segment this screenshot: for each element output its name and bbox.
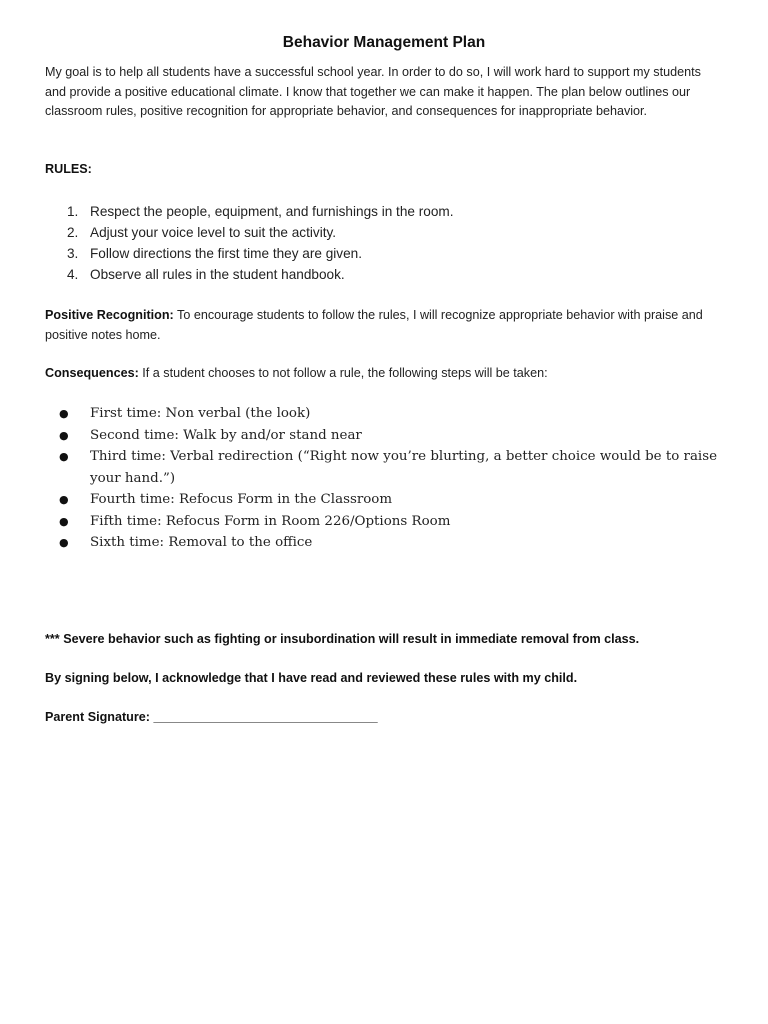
- consequence-item: [45, 511, 725, 533]
- bullet-icon: ●: [59, 450, 69, 463]
- consequences-label: Consequences:: [45, 366, 139, 380]
- rule-item: [45, 264, 725, 285]
- rule-item: [45, 222, 725, 243]
- consequences-list: [45, 403, 725, 554]
- consequences-paragraph: [45, 364, 725, 384]
- rule-item: [45, 243, 725, 264]
- rule-item: [45, 201, 725, 222]
- consequence-item: [45, 446, 725, 489]
- rule-text: Adjust your voice level to suit the activity.: [90, 225, 337, 240]
- consequence-text: Sixth time: Removal to the office: [90, 535, 313, 550]
- positive-recognition-text: To encourage students to follow the rules, I will recognize appropriate behavior with praise and positive notes home.: [45, 308, 703, 342]
- rule-number: 3.: [67, 246, 79, 261]
- bullet-icon: ●: [59, 514, 69, 528]
- consequence-text: Second time: Walk by and/or stand near: [90, 427, 362, 443]
- rule-number: 2.: [67, 225, 79, 240]
- bullet-icon: ●: [59, 407, 69, 420]
- rule-text: Observe all rules in the student handbook.: [90, 267, 345, 282]
- acknowledgement-statement: By signing below, I acknowledge that I have read and reviewed these rules with my child.: [45, 671, 578, 685]
- rule-text: Follow directions the first time they are given.: [90, 246, 362, 261]
- bullet-icon: ●: [59, 536, 69, 549]
- consequence-item: [45, 532, 725, 554]
- rule-number: 1.: [67, 204, 79, 219]
- consequence-text: Fourth time: Refocus Form in the Classroom: [90, 492, 393, 507]
- document-title: Behavior Management Plan: [282, 34, 486, 51]
- parent-signature-line: Parent Signature: ________________________________: [45, 710, 378, 724]
- consequence-text: Fifth time: Refocus Form in Room 226/Options Room: [90, 513, 451, 529]
- bullet-icon: ●: [59, 493, 69, 506]
- severe-behavior-note: *** Severe behavior such as fighting or insubordination will result in immediate removal from class.: [45, 632, 640, 646]
- consequence-text: First time: Non verbal (the look): [90, 406, 311, 421]
- rule-text: Respect the people, equipment, and furnishings in the room.: [90, 204, 454, 219]
- consequence-item: [45, 425, 725, 447]
- positive-recognition-paragraph: [45, 306, 725, 345]
- consequence-item: [45, 489, 725, 511]
- consequence-text: Third time: Verbal redirection (“Right now you’re blurting, a better choice would be to raise your hand.”): [90, 449, 718, 486]
- consequence-item: [45, 403, 725, 425]
- rules-heading: RULES:: [45, 162, 92, 176]
- consequences-text: If a student chooses to not follow a rule, the following steps will be taken:: [138, 366, 548, 380]
- intro-paragraph: My goal is to help all students have a successful school year. In order to do so, I will work hard to support my students and provide a positive educational climate. I know that together we can make it happen. The plan below outlines our classroom rules, positive recognition for appropriate behavior, and consequences for inappropriate behavior.: [45, 65, 701, 118]
- rule-number: 4.: [67, 267, 79, 282]
- positive-recognition-label: Positive Recognition:: [45, 308, 174, 322]
- bullet-icon: ●: [59, 428, 69, 442]
- rules-list: [45, 201, 725, 285]
